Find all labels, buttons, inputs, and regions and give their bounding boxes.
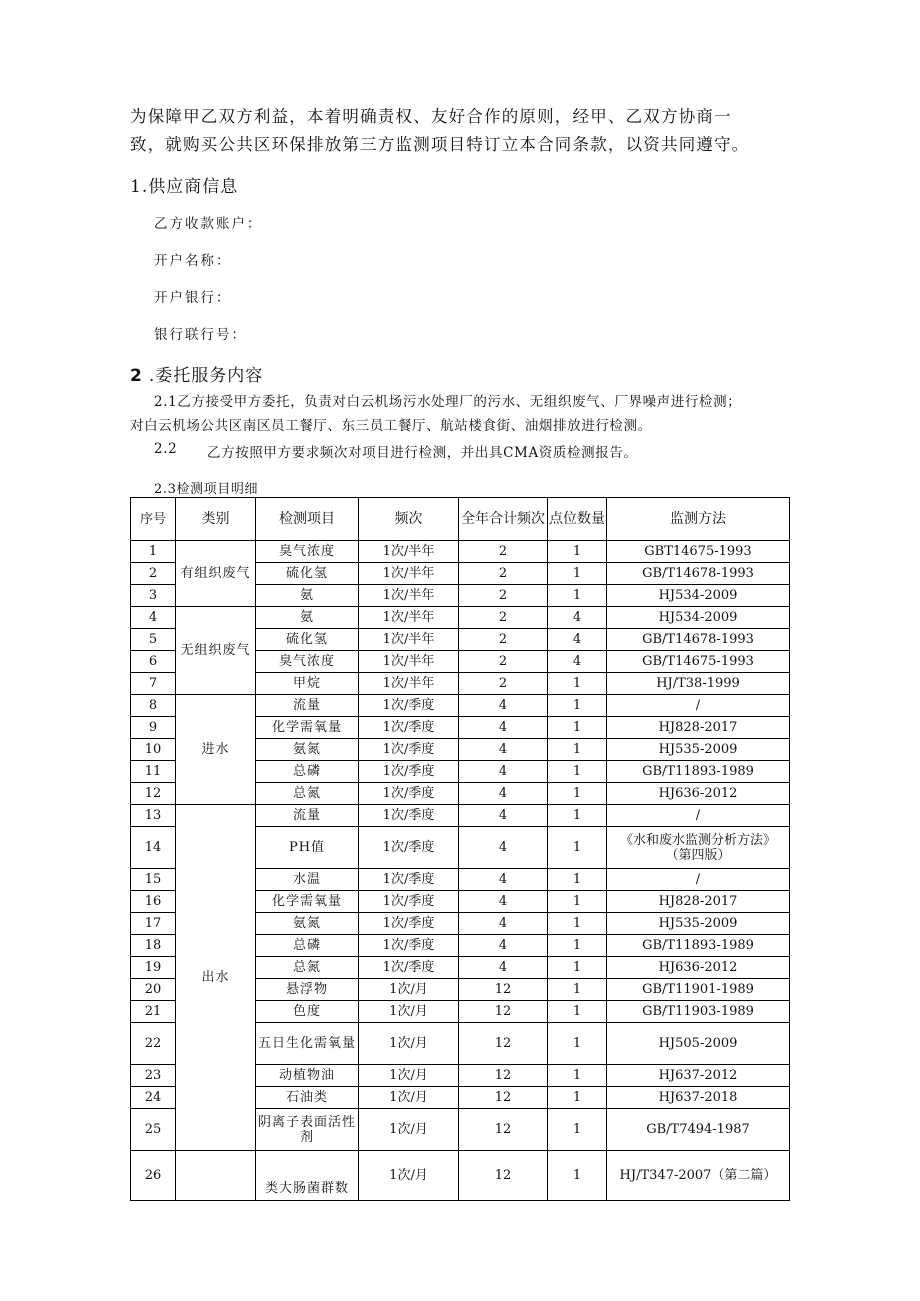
method-cell: HJ828-2017 [607,891,790,913]
item-cell: 臭气浓度 [256,651,359,673]
method-cell: GBT14675-1993 [607,541,790,563]
item-cell: 硫化氢 [256,563,359,585]
method-cell: / [607,695,790,717]
seq-cell: 9 [131,717,176,739]
method-cell: HJ535-2009 [607,913,790,935]
item-cell: 总磷 [256,935,359,957]
section-2-number: 2 [130,366,143,386]
seq-cell: 26 [131,1151,176,1201]
seq-cell: 25 [131,1109,176,1151]
points-cell: 1 [548,805,607,827]
points-cell: 4 [548,607,607,629]
item-cell: 水温 [256,869,359,891]
section-1-title: 1.供应商信息 [130,177,239,197]
annual-total-cell: 4 [459,891,548,913]
method-cell: HJ535-2009 [607,739,790,761]
seq-cell: 8 [131,695,176,717]
seq-cell: 5 [131,629,176,651]
item-cell: 氨 [256,607,359,629]
frequency-cell: 1次/月 [359,1023,459,1065]
item-cell: 阴离子表面活性剂 [256,1109,359,1151]
frequency-cell: 1次/月 [359,1065,459,1087]
method-cell: HJ/T347-2007（第二篇） [607,1151,790,1201]
header-frequency: 频次 [359,498,459,541]
seq-cell: 7 [131,673,176,695]
frequency-cell: 1次/半年 [359,563,459,585]
frequency-cell: 1次/季度 [359,739,459,761]
item-cell: PH值 [256,827,359,869]
table-row [131,541,790,563]
annual-total-cell: 4 [459,869,548,891]
points-cell: 1 [548,891,607,913]
frequency-cell: 1次/月 [359,979,459,1001]
method-cell: GB/T14678-1993 [607,629,790,651]
intro-line-2: 致，就购买公共区环保排放第三方监测项目特订立本合同条款，以资共同遵守。 [130,135,750,154]
method-cell: HJ637-2018 [607,1087,790,1109]
method-cell: HJ534-2009 [607,585,790,607]
points-cell: 1 [548,1087,607,1109]
method-cell: GB/T11901-1989 [607,979,790,1001]
annual-total-cell: 2 [459,563,548,585]
method-cell: HJ828-2017 [607,717,790,739]
item-cell: 总氮 [256,957,359,979]
annual-total-cell: 4 [459,717,548,739]
annual-total-cell: 2 [459,651,548,673]
frequency-cell: 1次/半年 [359,541,459,563]
seq-cell: 22 [131,1023,176,1065]
frequency-cell: 1次/半年 [359,607,459,629]
item-cell: 流量 [256,695,359,717]
points-cell: 1 [548,957,607,979]
points-cell: 1 [548,979,607,1001]
intro-line-1: 为保障甲乙双方利益，本着明确责权、友好合作的原则，经甲、乙双方协商一 [130,107,732,126]
method-cell: HJ637-2012 [607,1065,790,1087]
header-item: 检测项目 [256,498,359,541]
para-2-3: 2.3检测项目明细 [154,482,259,497]
para-2-1-line-2: 对白云机场公共区南区员工餐厅、东三员工餐厅、航站楼食街、油烟排放进行检测。 [130,418,652,434]
item-cell: 五日生化需氧量 [256,1023,359,1065]
item-cell: 氨氮 [256,739,359,761]
header-method: 监测方法 [607,498,790,541]
points-cell: 1 [548,935,607,957]
item-cell: 总氮 [256,783,359,805]
annual-total-cell: 12 [459,1065,548,1087]
category-cell: 无组织废气 [176,607,256,695]
item-cell: 甲烷 [256,673,359,695]
annual-total-cell: 12 [459,1151,548,1201]
item-cell: 悬浮物 [256,979,359,1001]
points-cell: 1 [548,913,607,935]
frequency-cell: 1次/季度 [359,717,459,739]
seq-cell: 11 [131,761,176,783]
seq-cell: 14 [131,827,176,869]
method-cell: GB/T7494-1987 [607,1109,790,1151]
table-row [131,695,790,717]
method-cell: HJ636-2012 [607,957,790,979]
table-row [131,1151,790,1201]
frequency-cell: 1次/季度 [359,957,459,979]
annual-total-cell: 12 [459,1109,548,1151]
frequency-cell: 1次/季度 [359,913,459,935]
section-2-title [130,361,263,386]
seq-cell: 19 [131,957,176,979]
seq-cell: 23 [131,1065,176,1087]
points-cell: 1 [548,1151,607,1201]
frequency-cell: 1次/月 [359,1109,459,1151]
points-cell: 1 [548,673,607,695]
annual-total-cell: 4 [459,913,548,935]
seq-cell: 2 [131,563,176,585]
seq-cell: 4 [131,607,176,629]
points-cell: 1 [548,739,607,761]
section-2-heading: .委托服务内容 [148,366,264,386]
method-cell: GB/T11893-1989 [607,761,790,783]
points-cell: 1 [548,869,607,891]
method-cell: / [607,805,790,827]
frequency-cell: 1次/季度 [359,827,459,869]
seq-cell: 13 [131,805,176,827]
frequency-cell: 1次/季度 [359,783,459,805]
annual-total-cell: 4 [459,957,548,979]
seq-cell: 18 [131,935,176,957]
table-row [131,805,790,827]
annual-total-cell: 4 [459,805,548,827]
points-cell: 1 [548,1023,607,1065]
header-points: 点位数量 [548,498,607,541]
frequency-cell: 1次/半年 [359,651,459,673]
points-cell: 4 [548,629,607,651]
annual-total-cell: 2 [459,541,548,563]
annual-total-cell: 12 [459,979,548,1001]
frequency-cell: 1次/季度 [359,761,459,783]
seq-cell: 15 [131,869,176,891]
item-cell: 化学需氧量 [256,717,359,739]
item-cell: 色度 [256,1001,359,1023]
item-cell: 动植物油 [256,1065,359,1087]
frequency-cell: 1次/半年 [359,673,459,695]
field-bank: 开户银行： [154,290,232,306]
annual-total-cell: 12 [459,1087,548,1109]
method-cell: 《水和废水监测分析方法》（第四版） [607,827,790,869]
points-cell: 1 [548,563,607,585]
frequency-cell: 1次/半年 [359,585,459,607]
field-bank-code: 银行联行号： [154,327,247,343]
category-cell: 出水 [176,805,256,1151]
frequency-cell: 1次/季度 [359,869,459,891]
item-cell: 类大肠菌群数 [256,1151,359,1201]
points-cell: 1 [548,1065,607,1087]
method-cell: HJ/T38-1999 [607,673,790,695]
annual-total-cell: 4 [459,783,548,805]
method-cell: GB/T14675-1993 [607,651,790,673]
item-cell: 臭气浓度 [256,541,359,563]
frequency-cell: 1次/季度 [359,695,459,717]
item-cell: 氨氮 [256,913,359,935]
annual-total-cell: 12 [459,1023,548,1065]
item-cell: 总磷 [256,761,359,783]
seq-cell: 10 [131,739,176,761]
annual-total-cell: 4 [459,739,548,761]
annual-total-cell: 2 [459,629,548,651]
seq-cell: 12 [131,783,176,805]
points-cell: 4 [548,651,607,673]
points-cell: 1 [548,717,607,739]
points-cell: 1 [548,827,607,869]
header-category: 类别 [176,498,256,541]
monitoring-items-table [130,497,790,1201]
points-cell: 1 [548,1001,607,1023]
method-cell: GB/T11903-1989 [607,1001,790,1023]
method-cell: HJ534-2009 [607,607,790,629]
annual-total-cell: 4 [459,827,548,869]
seq-cell: 6 [131,651,176,673]
item-cell: 流量 [256,805,359,827]
frequency-cell: 1次/半年 [359,629,459,651]
points-cell: 1 [548,541,607,563]
method-cell: / [607,869,790,891]
frequency-cell: 1次/月 [359,1087,459,1109]
annual-total-cell: 2 [459,585,548,607]
points-cell: 1 [548,761,607,783]
annual-total-cell: 2 [459,607,548,629]
table-row [131,607,790,629]
points-cell: 1 [548,585,607,607]
annual-total-cell: 12 [459,1001,548,1023]
field-payee-account: 乙方收款账户： [154,216,263,232]
annual-total-cell: 4 [459,695,548,717]
points-cell: 1 [548,1109,607,1151]
annual-total-cell: 2 [459,673,548,695]
method-cell: HJ505-2009 [607,1023,790,1065]
para-2-2-text: 乙方按照甲方要求频次对项目进行检测，并出具CMA资质检测报告。 [207,445,638,461]
header-seq: 序号 [131,498,176,541]
seq-cell: 3 [131,585,176,607]
item-cell: 硫化氢 [256,629,359,651]
seq-cell: 17 [131,913,176,935]
seq-cell: 24 [131,1087,176,1109]
seq-cell: 20 [131,979,176,1001]
category-cell: 进水 [176,695,256,805]
method-cell: GB/T11893-1989 [607,935,790,957]
frequency-cell: 1次/月 [359,1001,459,1023]
field-account-name: 开户名称： [154,253,232,269]
header-annual-total: 全年合计频次 [459,498,548,541]
para-2-1-line-1: 2.1乙方接受甲方委托，负责对白云机场污水处理厂的污水、无组织废气、厂界噪声进行检测； [154,394,742,410]
table-header-row [131,498,790,541]
item-cell: 化学需氧量 [256,891,359,913]
seq-cell: 1 [131,541,176,563]
annual-total-cell: 4 [459,761,548,783]
points-cell: 1 [548,783,607,805]
seq-cell: 21 [131,1001,176,1023]
item-cell: 石油类 [256,1087,359,1109]
category-cell: 有组织废气 [176,541,256,607]
points-cell: 1 [548,695,607,717]
frequency-cell: 1次/季度 [359,805,459,827]
para-2-2-number: 2.2 [154,441,178,457]
method-cell: GB/T14678-1993 [607,563,790,585]
item-cell: 氨 [256,585,359,607]
frequency-cell: 1次/月 [359,1151,459,1201]
annual-total-cell: 4 [459,935,548,957]
frequency-cell: 1次/季度 [359,891,459,913]
frequency-cell: 1次/季度 [359,935,459,957]
category-cell-empty [176,1151,256,1201]
method-cell: HJ636-2012 [607,783,790,805]
seq-cell: 16 [131,891,176,913]
